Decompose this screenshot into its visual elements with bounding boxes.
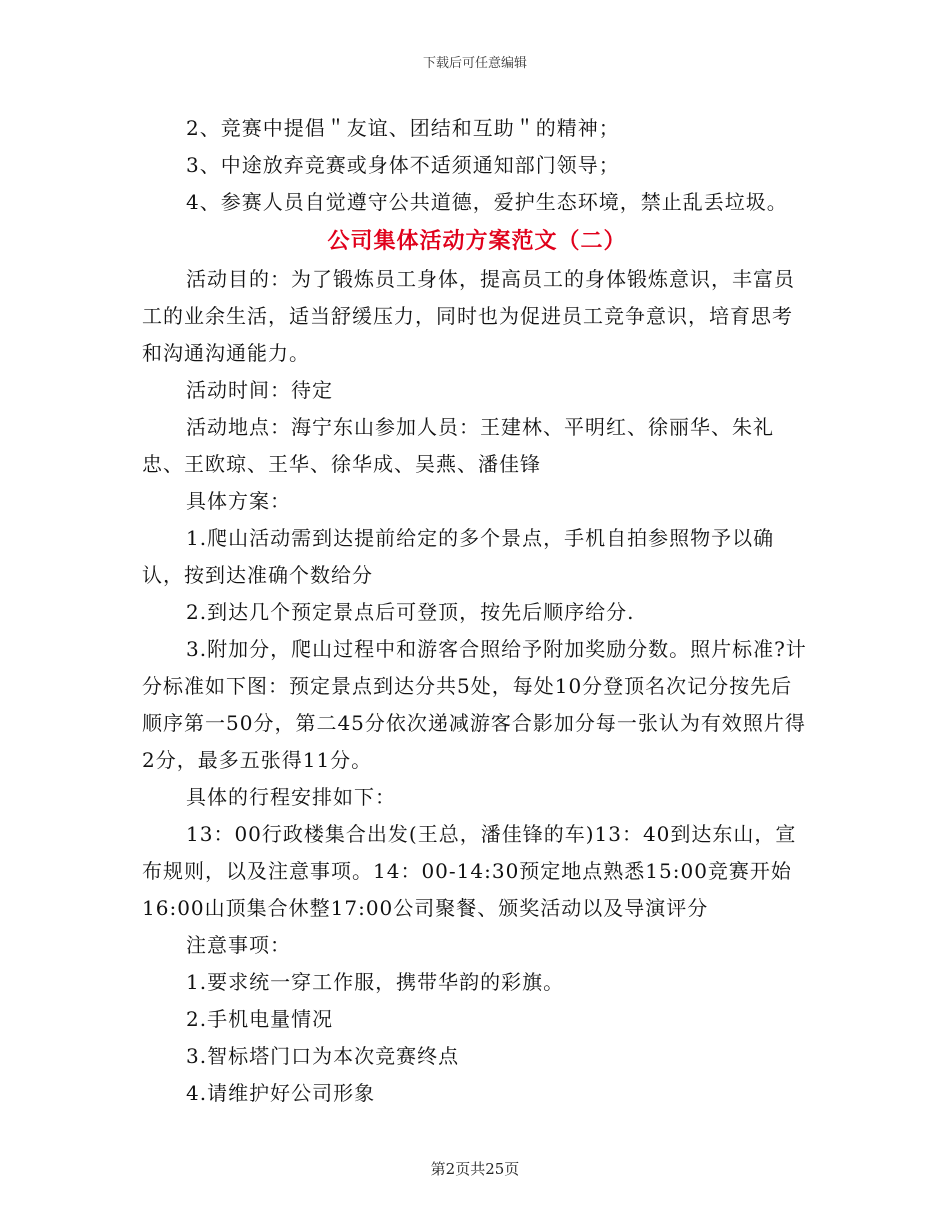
rule-item-4: 4、参赛人员自觉遵守公共道德，爱护生态环境，禁止乱丢垃圾。 <box>186 190 788 214</box>
plan-item-2: 2.到达几个预定景点后可登顶，按先后顺序给分. <box>186 600 635 624</box>
schedule-text: 13：00行政楼集合出发(王总，潘佳锋的车)13：40到达东山，宣布规则，以及注意事项。14：00-14:30预定地点熟悉15:00竞赛开始16:00山顶集合休整17:00公司聚餐、颁奖活动以及导演评分 <box>142 822 797 920</box>
document-body <box>142 110 812 1112</box>
activity-time: 活动时间：待定 <box>186 378 333 402</box>
activity-purpose: 活动目的：为了锻炼员工身体，提高员工的身体锻炼意识，丰富员工的业余生活，适当舒缓压力，同时也为促进员工竞争意识，培育思考和沟通沟通能力。 <box>142 267 795 365</box>
activity-location: 活动地点：海宁东山参加人员：王建林、平明红、徐丽华、朱礼忠、王欧琼、王华、徐华成、吴燕、潘佳锋 <box>142 415 774 476</box>
plan-item-1: 1.爬山活动需到达提前给定的多个景点，手机自拍参照物予以确认，按到达准确个数给分 <box>142 526 775 587</box>
rule-item-3: 3、中途放弃竞赛或身体不适须通知部门领导； <box>186 153 620 177</box>
page-footer: 第2页共25页 <box>430 1160 520 1178</box>
note-item-2: 2.手机电量情况 <box>186 1007 334 1031</box>
plan-heading: 具体方案： <box>186 489 291 513</box>
rule-item-2: 2、竞赛中提倡＂友谊、团结和互助＂的精神； <box>186 116 620 140</box>
plan-item-3: 3.附加分，爬山过程中和游客合照给予附加奖励分数。照片标准?计分标准如下图：预定景点到达分共5处，每处10分登顶名次记分按先后顺序第一50分，第二45分依次递减游客合影加分每一张认为有效照片得2分，最多五张得11分。 <box>142 637 807 772</box>
note-item-1: 1.要求统一穿工作服，携带华韵的彩旗。 <box>186 970 565 994</box>
note-item-3: 3.智标塔门口为本次竞赛终点 <box>186 1044 460 1068</box>
note-item-4: 4.请维护好公司形象 <box>186 1081 376 1105</box>
section-title: 公司集体活动方案范文（二） <box>327 228 627 254</box>
notes-heading: 注意事项： <box>186 933 291 957</box>
page-header: 下载后可任意编辑 <box>422 56 527 71</box>
schedule-heading: 具体的行程安排如下： <box>186 785 396 809</box>
